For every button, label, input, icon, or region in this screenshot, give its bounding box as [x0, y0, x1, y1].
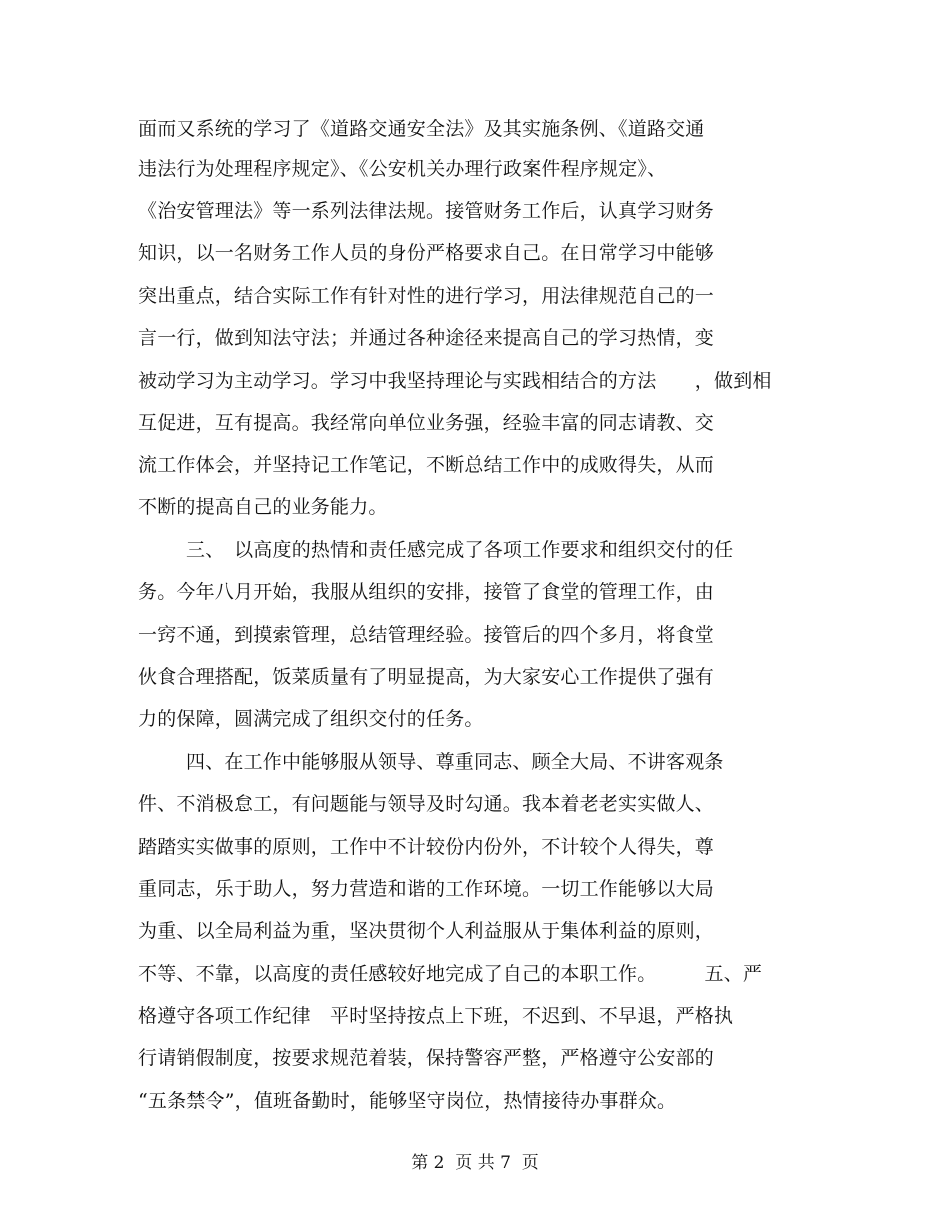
paragraph-line: 知识，以一名财务工作人员的身份严格要求自己。在日常学习中能够: [138, 242, 715, 264]
paragraph-line: 踏踏实实做事的原则，工作中不计较份内份外，不计较个人得失，尊: [138, 836, 715, 858]
paragraph-line: 突出重点，结合实际工作有针对性的进行学习，用法律规范自己的一: [138, 285, 715, 307]
paragraph-line: 违法行为处理程序规定》、《公安机关办理行政案件程序规定》、: [138, 158, 667, 180]
page-number-footer: 第 2 页 共 7 页: [411, 1153, 539, 1173]
paragraph-line: 不断的提高自己的业务能力。: [138, 496, 388, 518]
paragraph-line: 重同志，乐于助人，努力营造和谐的工作环境。一切工作能够以大局: [138, 878, 715, 900]
paragraph-line: 务。今年八月开始，我服从组织的安排，接管了食堂的管理工作，由: [138, 581, 715, 603]
paragraph-line: “五条禁令”，值班备勤时，能够坚守岗位，热情接待办事群众。: [138, 1090, 677, 1112]
section-heading-line: 四、在工作中能够服从领导、尊重同志、顾全大局、不讲客观条: [186, 751, 724, 773]
paragraph-line: 格遵守各项工作纪律 平时坚持按点上下班，不迟到、不早退，严格执: [138, 1005, 734, 1027]
paragraph-line: 流工作体会，并坚持记工作笔记，不断总结工作中的成败得失，从而: [138, 454, 715, 476]
paragraph-line: 力的保障，圆满完成了组织交付的任务。: [138, 708, 484, 730]
paragraph-line: 伙食合理搭配，饭菜质量有了明显提高，为大家安心工作提供了强有: [138, 666, 715, 688]
paragraph-line: 互促进，互有提高。我经常向单位业务强，经验丰富的同志请教、交: [138, 412, 715, 434]
paragraph-line: 为重、以全局利益为重，坚决贯彻个人利益服从于集体利益的原则，: [138, 920, 715, 942]
paragraph-line: 面而又系统的学习了《道路交通安全法》及其实施条例、《道路交通: [138, 118, 705, 140]
section-heading-line: 三、 以高度的热情和责任感完成了各项工作要求和组织交付的任: [186, 539, 734, 561]
paragraph-line: 一窍不通，到摸索管理，总结管理经验。接管后的四个多月，将食堂: [138, 624, 715, 646]
paragraph-line: 被动学习为主动学习。学习中我坚持理论与实践相结合的方法 ，做到相: [138, 370, 772, 392]
paragraph-line: 《治安管理法》等一系列法律法规。接管财务工作后，认真学习财务: [138, 200, 715, 222]
paragraph-line: 行请销假制度，按要求规范着装，保持警容严整，严格遵守公安部的: [138, 1047, 715, 1069]
paragraph-line: 件、不消极怠工，有问题能与领导及时勾通。我本着老老实实做人、: [138, 793, 715, 815]
paragraph-line: 言一行，做到知法守法；并通过各种途径来提高自己的学习热情，变: [138, 327, 715, 349]
paragraph-line: 不等、不靠，以高度的责任感较好地完成了自己的本职工作。 五、严: [138, 963, 763, 985]
